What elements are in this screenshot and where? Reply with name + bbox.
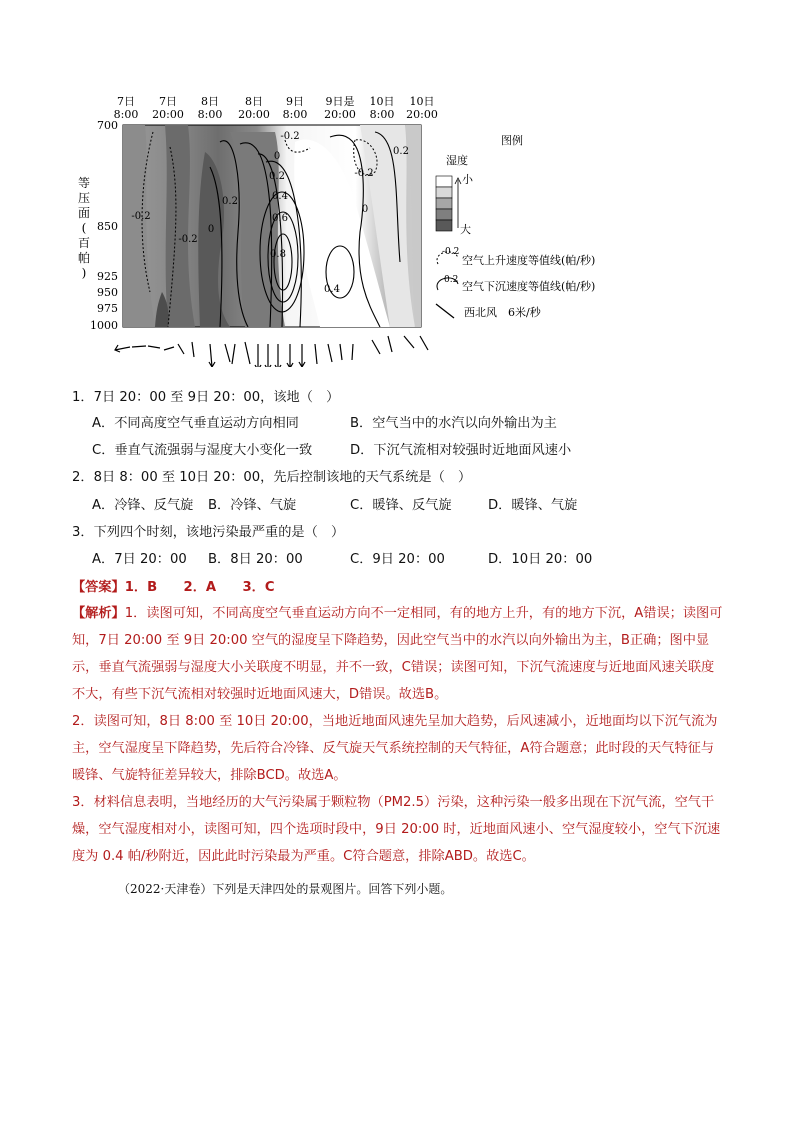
time-day-label: 10日 [409,95,435,108]
time-day-label: 8日 [245,95,263,108]
analysis-paragraph-1 [72,600,724,708]
pressure-tick: 925 [97,270,118,283]
legend-sink-text: 空气下沉速度等值线(帕/秒) [462,280,596,293]
time-hour-label: 20:00 [406,108,438,121]
humidity-swatch [436,209,452,220]
pressure-tick: 850 [97,220,118,233]
svg-text:): ) [81,266,87,280]
analysis-text-1: 1．读图可知，不同高度空气垂直运动方向不一定相同，有的地方上升，有的地方下沉，A错误；读图可知，7日 20:00 至 9日 20:00 空气的湿度呈下降趋势，因此空气当中的水汽以向外输出为主，B正确；图中显示，垂直气流强弱与湿度大小关联度不明显，并不一致，C错误；读图可知，下沉气流速度与近地面风速关联度不大，有些下沉气流相对较强时近地面风速大，D错误。故选B。 [72,606,723,702]
humidity-swatch [436,220,452,231]
legend-humidity-small: 小 [462,173,473,186]
question-1-stem: 1．7日 20：00 至 9日 20：00，该地（ ） [72,390,340,405]
time-day-label: 7日 [117,95,135,108]
time-day-label: 8日 [201,95,219,108]
pressure-tick: 700 [97,119,118,132]
pressure-tick: 975 [97,302,118,315]
legend-humidity-large: 大 [460,223,471,236]
pressure-axis-title [78,176,90,280]
question-1-option-b: B．空气当中的水汽以向外输出为主 [350,416,557,431]
svg-text:0.6: 0.6 [272,213,288,224]
answer-label: 【答案】 [72,580,125,595]
svg-text:0.4: 0.4 [272,191,288,202]
svg-text:(: ( [81,221,87,235]
legend-title: 图例 [501,134,523,147]
humidity-vertical-motion-chart [70,92,670,367]
svg-text:百: 百 [77,236,91,250]
humidity-swatch [436,198,452,209]
legend-rise-text: 空气上升速度等值线(帕/秒) [462,254,596,267]
svg-text:等: 等 [77,176,91,190]
question-2-option-d: D．暖锋、气旋 [488,498,578,513]
time-hour-label: 20:00 [238,108,270,121]
legend-humidity-label: 湿度 [446,154,468,167]
next-question-source-line: （2022·天津卷）下列是天津四处的景观图片。回答下列小题。 [118,882,453,896]
svg-text:-0.2: -0.2 [131,211,151,222]
analysis-paragraph-3: 3．材料信息表明，当地经历的大气污染属于颗粒物（PM2.5）污染，这种污染一般多出现在下沉气流，空气干燥，空气湿度相对小，读图可知，四个选项时段中，9日 20:00 时，近地面风速小、空气湿度较小，空气下沉速度为 0.4 帕/秒附近，因此此时污染最为严重。C符合题意，排除ABD。故选C。 [72,795,721,864]
question-3-option-a: A．7日 20：00 [92,552,187,567]
svg-text:-0.2: -0.2 [280,131,300,142]
plot-area [123,125,421,327]
humidity-swatch [436,187,452,198]
humidity-swatch [436,176,452,187]
time-hour-label: 20:00 [324,108,356,121]
svg-text:帕: 帕 [77,251,91,265]
question-2-option-a: A．冷锋、反气旋 [92,498,194,513]
svg-text:0: 0 [361,204,369,215]
legend-rise-value: -0.2 [442,247,460,257]
question-2-stem: 2．8日 8：00 至 10日 20：00，先后控制该地的天气系统是（ ） [72,470,472,485]
svg-text:0: 0 [273,151,281,162]
time-hour-label: 20:00 [152,108,184,121]
legend-wind-text: 西北风 6米/秒 [464,306,541,319]
svg-text:0.4: 0.4 [324,284,340,295]
analysis-paragraph-2: 2．读图可知，8日 8:00 至 10日 20:00，当地近地面风速先呈加大趋势，后风速减小，近地面均以下沉气流为主，空气湿度呈下降趋势，先后符合冷锋、反气旋天气系统控制的天气特征，A符合题意；此时段的天气特征与暖锋、气旋特征差异较大，排除BCD。故选A。 [72,714,718,783]
time-axis-labels [114,95,438,121]
question-3-option-c: C．9日 20：00 [350,552,445,567]
answer-text: 1．B 2．A 3．C [124,580,275,595]
legend-sink-value: 0.2 [444,275,459,285]
question-3-option-d: D．10日 20：00 [488,552,593,567]
analysis-label: 【解析】 [72,606,125,621]
question-3-stem: 3．下列四个时刻，该地污染最严重的是（ ） [72,525,345,540]
pressure-tick: 1000 [90,319,118,332]
svg-text:面: 面 [77,206,91,220]
svg-text:-0.2: -0.2 [178,234,198,245]
time-hour-label: 8:00 [282,108,308,121]
question-1-option-a: A．不同高度空气垂直运动方向相同 [92,416,299,431]
answer-line [72,578,275,598]
wind-arrows-row [115,336,428,367]
legend [436,133,595,319]
time-day-label: 9日是 [325,95,355,108]
time-hour-label: 8:00 [197,108,223,121]
pressure-axis-labels [90,119,118,332]
svg-text:0.8: 0.8 [270,249,286,260]
question-2-option-b: B．冷锋、气旋 [208,498,297,513]
time-hour-label: 8:00 [113,108,139,121]
svg-text:0.2: 0.2 [393,146,409,157]
question-2-option-c: C．暖锋、反气旋 [350,498,452,513]
time-day-label: 9日 [286,95,304,108]
time-hour-label: 8:00 [369,108,395,121]
svg-text:0: 0 [207,224,215,235]
time-day-label: 10日 [369,95,395,108]
question-1-option-c: C．垂直气流强弱与湿度大小变化一致 [92,443,313,458]
pressure-tick: 950 [97,286,118,299]
humidity-swatches [436,176,452,231]
svg-text:-0.2: -0.2 [354,168,374,179]
time-day-label: 7日 [159,95,177,108]
question-1-option-d: D．下沉气流相对较强时近地面风速小 [350,443,572,458]
svg-text:压: 压 [77,191,91,205]
svg-text:0.2: 0.2 [222,196,238,207]
question-3-option-b: B．8日 20：00 [208,552,303,567]
svg-text:0.2: 0.2 [269,171,285,182]
